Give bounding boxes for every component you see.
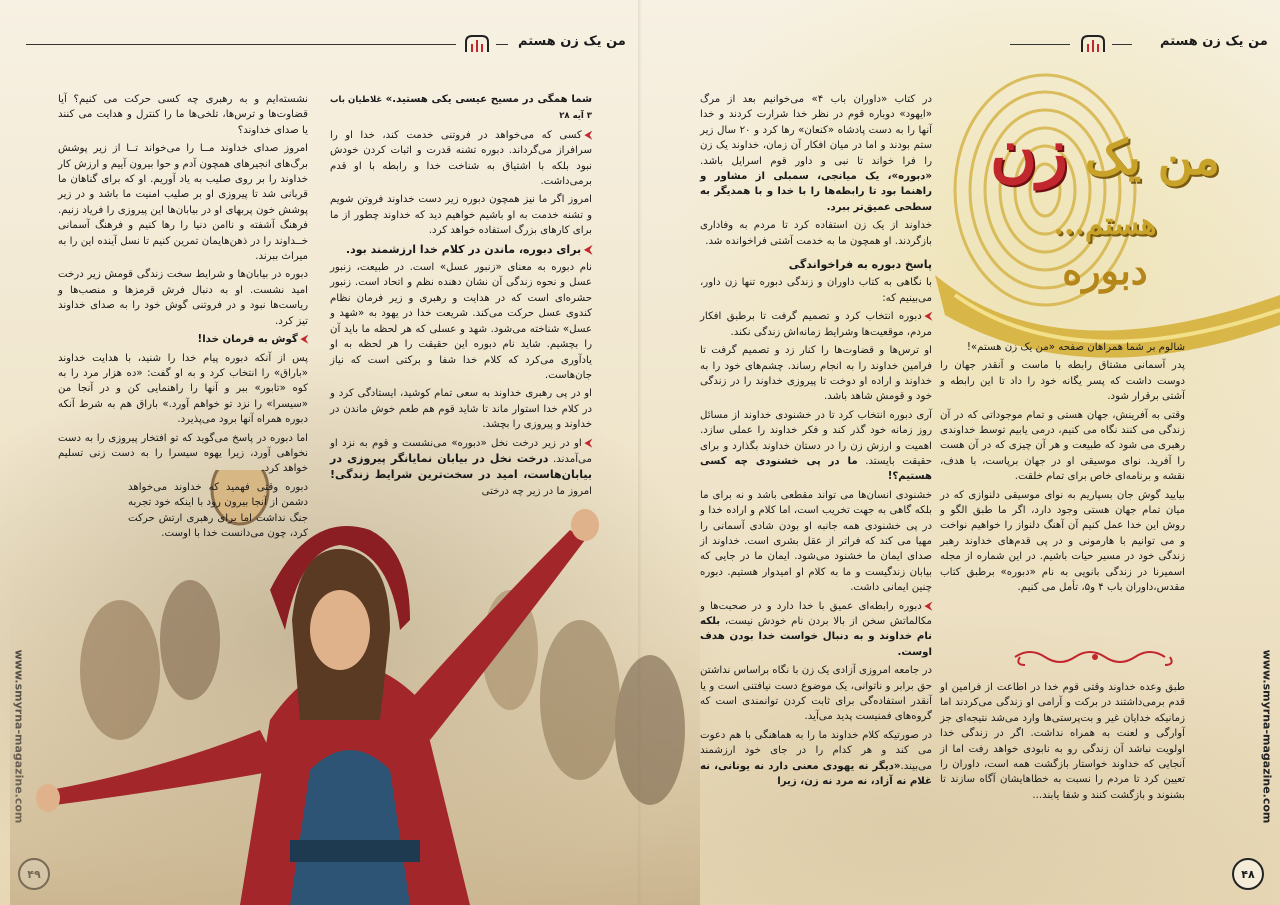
side-url-right[interactable]: www.smyrna-magazine.com xyxy=(1260,649,1274,824)
bold-text: درخت نخل در بیابان نمایانگر پیروزی در بیابان‌هاست، امید در سخت‌ترین شرایط زندگی! xyxy=(330,451,592,482)
arrow-icon: ⮜ xyxy=(924,311,932,323)
header-rule xyxy=(26,44,456,45)
body-paragraph xyxy=(700,599,932,661)
text-run: او در زیر درخت نخل «دبوره» می‌نشست و قوم به نزد او می‌آمدند. xyxy=(330,437,592,465)
bold-text: شما همگی در مسیح عیسی یکی هستید.» xyxy=(385,94,592,105)
header-ornament-icon xyxy=(462,34,492,54)
text-run: در صورتیکه کلام خداوند ما را به هماهنگی با هم دعوت می کند و هر کدام را در جای خود ارزشمند می‌بیند. xyxy=(700,729,932,772)
bold-text: «دیگر نه یهودی معنی دارد نه یونانی، نه غلام نه آزاد، نه مرد نه زن، زیرا xyxy=(700,760,932,788)
text-run: در کتاب «داوران باب ۴» می‌خوانیم بعد از مرگ «ایهود» دوباره قوم در نظر خدا شرارت کردند و خدا آنها را به دست پادشاه «کنعان» رها کرد و ۲۰ سال زیر ستم بودند و اما در میان افکار آن زمان، خداوند یک زن را فرا خواند تا نبی و داور قوم اسرایل باشد. xyxy=(700,94,932,167)
section-heading: پاسخ دبوره به فراخواندگی xyxy=(788,258,932,272)
arrow-icon: ⮜ xyxy=(924,600,932,612)
header-rule xyxy=(1010,44,1070,45)
bottom-right-column xyxy=(940,680,1185,806)
scripture-reference: غلاطیان باب ۳ آیه ۲۸ xyxy=(330,95,592,122)
bold-text: بلکه نام خداوند و به دنبال خواست خدا بودن هدف اوست. xyxy=(700,616,932,658)
page-number-right: ۴۸ xyxy=(1232,858,1264,890)
header-rule xyxy=(496,44,508,45)
text-run: کسی که می‌خواهد در فروتنی خدمت کند، خدا او را سرافراز می‌گرداند. دبوره تشنه قدرت و اثبات کردن خودش نبود بلکه با اشتیاق به شناخت خدا و رابطه با او قدم برمی‌داشت. xyxy=(330,129,592,188)
body-paragraph: دبوره در بیابان‌ها و شرایط سخت زندگی قومش زیر درخت امید نشست. او به دنبال فرش قرمزها و منصب‌ها و ریاست‌ها نبود و در فروتنی گوش خود را به صدای خداوند تیز کرد. xyxy=(58,269,308,327)
title-line xyxy=(955,115,1255,246)
intro-paragraph: بیایید گوش جان بسپاریم به نوای موسیقی دلنوازی که در میان تمام جهان هستی وجود دارد، اگر ما طبق الگو و روش این خدا عمل کنیم آن آهنگ دلنواز را خواهیم نواخت و می توانیم با هارمونی و در پی قدم‌های خداوند رهبر زندگی خود در مسیر حیات باشیم. در این شماره از مجله اسمیرنا در زندگی بانویی به نام «دبوره» برطبق کتاب مقدس،داوران باب ۴ و۵، تأمل می کنیم. xyxy=(940,489,1185,594)
body-paragraph: امروز اگر ما نیز همچون دبوره زیر دست خداوند فروتن شویم و تشنه خدمت به او باشیم خواهیم دید که خداوند چطور از ما برای کارهای بزرگ استفاده خواهد کرد. xyxy=(330,194,592,237)
left-page-header xyxy=(26,32,626,56)
body-paragraph xyxy=(700,309,932,340)
right-header-title: من یک زن هستم xyxy=(1160,34,1268,49)
heading-text: گوش به فرمان خدا! xyxy=(197,334,298,346)
body-paragraph: پس از آنکه دبوره پیام خدا را شنید، با هدایت خداوند «باراق» را انتخاب کرد و به او گفت: «ده هزار مرد را به کوه «تابور» ببر و آنها را راهنمایی کن و در آنجا من «سیسرا» را نزد تو خواهم آورد.» باراق هم به شرط آنکه دبوره همراه آنها برود می‌پذیرد. xyxy=(58,352,308,426)
intro-paragraph: وقتی به آفرینش، جهان هستی و تمام موجوداتی که در آن زندگی می کنند نگاه می کنیم، درمی یابیم توسط خداوندی رهبری می شود که طبیعت و هر آن چیزی که در آن هست را آفرید. نوای موسیقی او در جهان برپاست، با هدف، نقشه و برنامه‌ای خاص برای تمام خلقت. xyxy=(940,409,1185,483)
article-title xyxy=(955,115,1255,293)
body-paragraph: در جامعه امروزی آزادی یک زن با نگاه براساس نداشتن حق برابر و ناتوانی، یک موضوع دست نیافتنی است و یا آنقدر استفاده‌گی برای ثابت کردن توانمندی است که گروه‌های فمنیست پدید می‌آید. xyxy=(700,665,932,723)
text-run: آری دبوره انتخاب کرد تا در خشنودی خداوند از مسائل روز زمانه خود گذر کند و فکر خداوند را عملی سازد. xyxy=(700,409,932,437)
right-page-header xyxy=(1010,32,1268,56)
body-paragraph xyxy=(700,92,932,215)
text-run: اهمیت و ارزش زن را در دستان خداوند بگذارد و برای حقیقت بایستد. xyxy=(700,440,932,467)
text-run: دبوره رابطه‌ای عمیق با خدا دارد و در صحبت‌ها و مکالماتش سخن از بالا بردن نام خودش نیست، xyxy=(700,600,933,627)
left-header-title: من یک زن هستم xyxy=(518,34,626,49)
body-paragraph: نام دبوره به معنای «زنبور عسل» است. در طبیعت، زنبور عسل و نحوه زندگی آن نشان دهنده نظم و اتحاد است. زنبور حشره‌ای است که در هدایت و رهبری و زیر فرمان نظام کندوی عسل حرکت می‌کند. شریعت خدا در یهود به «شهد و عسل» شناخته می‌شود. شهد و عسلی که هر لحظه ما باید آن را بچشیم. شاید نام دبوره این حقیقت را هر لحظه به او یادآوری می‌کرد که کلام خدا شفا و برکتی است که نیاز جان‌هاست. xyxy=(330,262,592,381)
section-heading xyxy=(58,332,308,347)
body-paragraph: با نگاهی به کتاب داوران و زندگی دبوره تنها زن داور، می‌بینیم که: xyxy=(700,277,932,304)
body-paragraph xyxy=(700,728,932,790)
bold-text: ما در پی خشنودی چه کسی هستیم؟! xyxy=(700,455,932,483)
intro-paragraph: پدر آسمانی مشتاق رابطه با ماست و آنقدر جهان را دوست داشت که پسر یگانه خود را داد تا این رابطه و آشتی برقرار شود. xyxy=(940,360,1185,403)
header-rule xyxy=(1112,44,1132,45)
body-paragraph: امروز صدای خداوند مــا را می‌خواند تــا از زیر پوشش برگ‌های انجیرهای همچون آدم و حوا بیرون آییم و ارزش کار خداوند را بر روی صلیب به یاد آوریم. او که برای گناهان ما قربانی شد تا پیروزی او بر صلیب امنیت ما باشد و در زیر پوشش خون پربهای او در بیابان‌ها این پیروزی را فریاد زنیم. فرهنگ آشفته و ناامن دنیا را رها کنیم و فرهنگ آسمانی خــداوند را در ذهن‌هایمان تمرین کنیم تا نسل آینده این را به میراث ببرند. xyxy=(58,143,308,263)
body-paragraph: او در پی رهبری خداوند به سعی تمام کوشید، ایستادگی کرد و در کلام خدا استوار ماند تا شاید قوم هم طعم خوش ماندن در خداوند و پیروزی را بچشد. xyxy=(330,388,592,431)
body-paragraph xyxy=(700,408,932,485)
text-run: دبوره انتخاب کرد و تصمیم گرفت تا برطبق افکار مردم، موقعیت‌ها وشرایط زمانه‌اش زندگی نکند. xyxy=(700,311,932,338)
body-paragraph: خداوند از یک زن استفاده کرد تا مردم به وفاداری بازگردند. او همچون ما به خدمت آشتی فراخوانده شد. xyxy=(700,220,932,247)
title-name: دبوره xyxy=(1062,248,1148,293)
title-part-a: من یک xyxy=(1084,130,1220,186)
right-main-column xyxy=(700,92,932,792)
text-run: امروز ما در زیر چه درختی xyxy=(481,485,592,497)
body-paragraph xyxy=(330,92,592,125)
body-paragraph: خشنودی انسان‌ها می تواند مقطعی باشد و نه برای ما بلکه گاهی به جهت تخریب است، اما کلام و اراده خدا و در پی خشنودی همه جانبه او بودن شادی آسمانی را مهیا می کند که فراتر از عقل بشری است. خداوند از صدای ایمان ما خشنود می‌شود. ایمان ما در جایی که بیابان زندگیست و ما به کلام او امیدوار هستیم. دبوره چنین ایمانی داشت. xyxy=(700,489,932,594)
left-second-column xyxy=(330,92,592,502)
arrow-icon: ⮜ xyxy=(584,242,592,256)
body-paragraph: طبق وعده خداوند وقتی قوم خدا در اطاعت از فرامین او قدم برمی‌داشتند در برکت و آرامی او زندگی می‌کردند اما زمانیکه خدایان غیر و بت‌پرستی‌ها وارد می‌شد نتیجه‌ای جز آوارگی و لعنت به همراه نداشت. اگر در زندگی خدا اولویت نباشد آن زندگی رو به نابودی خواهد رفت اما از آنجایی که خداوند خواستار بازگشت همه است، داوران را تعیین کرد تا مردم را نسبت به خطاهایشان آگاه سازند تا بشنوند و بازگشت کنند و شفا یابند... xyxy=(940,682,1185,801)
left-first-column xyxy=(58,92,308,544)
ornamental-divider xyxy=(1010,645,1180,669)
arrow-icon: ⮜ xyxy=(584,437,592,449)
body-paragraph: اما دبوره در پاسخ می‌گوید که تو افتخار پیروزی را به دست نخواهی آورد، زیرا یهوه سیسرا را به دست زنی تسلیم خواهد کرد. xyxy=(58,432,308,475)
body-paragraph: دبوره وقتی فهمید که خداوند می‌خواهد دشمن از آنجا بیرون رود با اینکه خود تجربه جنگ نداشت اما برای رهبری ارتش حرکت کرد، چون می‌دانست خدا با اوست. xyxy=(128,481,308,539)
bold-text: «دبوره»، یک میانجی، سمبلی از مشاور و راهنما بود تا رابطه‌ها را با خدا و با همدیگر به سطحی عمیق‌تر ببرد. xyxy=(700,171,932,213)
body-paragraph xyxy=(330,436,592,500)
arrow-icon: ⮜ xyxy=(584,129,592,141)
title-part-b: زن xyxy=(990,115,1068,190)
section-heading xyxy=(330,242,592,257)
intro-column xyxy=(940,340,1185,599)
arrow-icon: ⮜ xyxy=(300,334,308,346)
body-paragraph: او ترس‌ها و قضاوت‌ها را کنار زد و تصمیم گرفت تا فرامین خداوند را به انجام رساند. چشم‌های خود را به خداوند و اراده او دوخت تا پیروزی خداوند را در زندگی خود و قومش شاهد باشد. xyxy=(700,345,932,403)
body-paragraph: نشسته‌ایم و به رهبری چه کسی حرکت می کنیم؟ آیا قضاوت‌ها و ترس‌ها، تلخی‌ها ما را کنترل و هدایت می کنند یا صدای خداوند؟ xyxy=(58,94,308,136)
heading-text: برای دبوره، ماندن در کلام خدا ارزشمند بود. xyxy=(345,242,582,256)
title-part-c: هستم... xyxy=(1053,207,1157,242)
body-paragraph xyxy=(330,128,592,190)
intro-paragraph: شالوم بر شما همراهان صفحه «من یک زن هستم»! xyxy=(966,342,1185,353)
header-ornament-icon xyxy=(1078,34,1108,54)
